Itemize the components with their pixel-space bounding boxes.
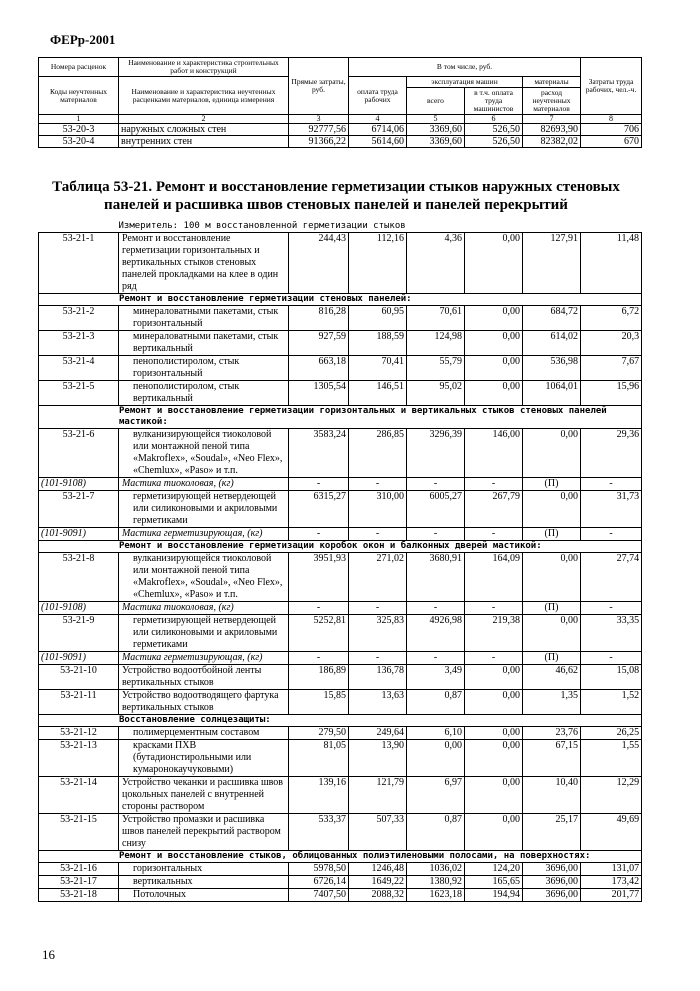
hdr-name2: Наименование и характеристика неучтенных расценками материалов, единица измерения bbox=[119, 77, 289, 115]
value-cell: 124,20 bbox=[465, 863, 523, 876]
hdr-mach-pay: в т.ч. оплата труда машинистов bbox=[465, 88, 523, 115]
value-cell: 526,50 bbox=[465, 136, 523, 148]
value-cell: 82382,02 bbox=[523, 136, 581, 148]
hdr-mat2: расход неучтенных материалов bbox=[523, 88, 581, 115]
hdr-direct: Прямые затраты, руб. bbox=[289, 58, 349, 115]
value-cell: - bbox=[581, 478, 642, 491]
value-cell: 1036,02 bbox=[407, 863, 465, 876]
name-cell: Потолочных bbox=[119, 889, 289, 902]
section-row bbox=[39, 294, 642, 306]
name-cell: Устройство чеканки и расшивка швов цокольных панелей с внутренней стороны раствором bbox=[119, 777, 289, 814]
section-heading: Ремонт и восстановление стыков, облицованных полиэтиленовыми полосами, на поверхностях: bbox=[39, 851, 642, 863]
value-cell: (П) bbox=[523, 602, 581, 615]
value-cell: 244,43 bbox=[289, 233, 349, 294]
name-cell: Мастика герметизирующая, (кг) bbox=[119, 652, 289, 665]
value-cell: 173,42 bbox=[581, 876, 642, 889]
name-cell: минераловатными пакетами, стык горизонтальный bbox=[119, 306, 289, 331]
value-cell: 146,51 bbox=[349, 381, 407, 406]
hdr-number: Номера расценок bbox=[39, 58, 119, 77]
value-cell: - bbox=[465, 478, 523, 491]
value-cell: 1305,54 bbox=[289, 381, 349, 406]
column-header-table bbox=[38, 57, 642, 148]
hdr-codes: Коды неучтенных материалов bbox=[39, 77, 119, 115]
value-cell: 5978,50 bbox=[289, 863, 349, 876]
name-cell: пенополистиролом, стык вертикальный bbox=[119, 381, 289, 406]
value-cell: (П) bbox=[523, 478, 581, 491]
material-row bbox=[39, 652, 642, 665]
value-cell: 23,76 bbox=[523, 727, 581, 740]
value-cell: 92777,56 bbox=[289, 124, 349, 136]
value-cell: 6,10 bbox=[407, 727, 465, 740]
value-cell: 1649,22 bbox=[349, 876, 407, 889]
code-cell: 53-21-14 bbox=[39, 777, 119, 814]
value-cell: 3583,24 bbox=[289, 429, 349, 478]
value-cell: 2088,32 bbox=[349, 889, 407, 902]
value-cell: 25,17 bbox=[523, 814, 581, 851]
material-row bbox=[39, 528, 642, 541]
name-cell: Мастика герметизирующая, (кг) bbox=[119, 528, 289, 541]
value-cell: 136,78 bbox=[349, 665, 407, 690]
code-cell: (101-9091) bbox=[39, 528, 119, 541]
value-cell: - bbox=[289, 478, 349, 491]
value-cell: - bbox=[407, 652, 465, 665]
value-cell: 60,95 bbox=[349, 306, 407, 331]
code-cell: 53-20-4 bbox=[39, 136, 119, 148]
value-cell: 194,94 bbox=[465, 889, 523, 902]
table-row bbox=[39, 331, 642, 356]
code-cell: 53-21-7 bbox=[39, 491, 119, 528]
section-heading: Ремонт и восстановление герметизации горизонтальных и вертикальных стыков стеновых панелей мастикой: bbox=[39, 406, 642, 429]
table-row bbox=[39, 863, 642, 876]
value-cell: 139,16 bbox=[289, 777, 349, 814]
value-cell: 112,16 bbox=[349, 233, 407, 294]
section-heading: Ремонт и восстановление герметизации коробок окон и балконных дверей мастикой: bbox=[39, 541, 642, 553]
value-cell: 0,00 bbox=[465, 233, 523, 294]
code-cell: 53-20-3 bbox=[39, 124, 119, 136]
table-row bbox=[39, 876, 642, 889]
value-cell: 0,00 bbox=[465, 740, 523, 777]
hdr-total: всего bbox=[407, 88, 465, 115]
value-cell: 6,72 bbox=[581, 306, 642, 331]
value-cell: 11,48 bbox=[581, 233, 642, 294]
code-cell: 53-21-17 bbox=[39, 876, 119, 889]
value-cell: 1623,18 bbox=[407, 889, 465, 902]
table-row bbox=[39, 429, 642, 478]
section-row bbox=[39, 715, 642, 727]
table-row bbox=[39, 124, 642, 136]
value-cell: 6726,14 bbox=[289, 876, 349, 889]
value-cell: 67,15 bbox=[523, 740, 581, 777]
value-cell: 49,69 bbox=[581, 814, 642, 851]
value-cell: 927,59 bbox=[289, 331, 349, 356]
table-row bbox=[39, 740, 642, 777]
value-cell: (П) bbox=[523, 652, 581, 665]
value-cell: 131,07 bbox=[581, 863, 642, 876]
table-row bbox=[39, 356, 642, 381]
name-cell: вертикальных bbox=[119, 876, 289, 889]
code-cell: (101-9091) bbox=[39, 652, 119, 665]
value-cell: - bbox=[465, 528, 523, 541]
value-cell: 0,87 bbox=[407, 690, 465, 715]
value-cell: 46,62 bbox=[523, 665, 581, 690]
col-num: 4 bbox=[349, 115, 407, 124]
value-cell: 219,38 bbox=[465, 615, 523, 652]
code-cell: 53-21-6 bbox=[39, 429, 119, 478]
value-cell: 3369,60 bbox=[407, 136, 465, 148]
name-cell: Мастика тиоколовая, (кг) bbox=[119, 478, 289, 491]
value-cell: - bbox=[349, 602, 407, 615]
value-cell: 164,09 bbox=[465, 553, 523, 602]
value-cell: 325,83 bbox=[349, 615, 407, 652]
code-cell: 53-21-4 bbox=[39, 356, 119, 381]
value-cell: 146,00 bbox=[465, 429, 523, 478]
value-cell: - bbox=[289, 652, 349, 665]
value-cell: 81,05 bbox=[289, 740, 349, 777]
value-cell: 27,74 bbox=[581, 553, 642, 602]
value-cell: 3696,00 bbox=[523, 863, 581, 876]
value-cell: 670 bbox=[581, 136, 642, 148]
table-row bbox=[39, 665, 642, 690]
material-row bbox=[39, 602, 642, 615]
value-cell: 0,00 bbox=[465, 331, 523, 356]
section-row bbox=[39, 851, 642, 863]
section-row bbox=[39, 406, 642, 429]
hdr-incl: В том числе, руб. bbox=[349, 58, 581, 77]
value-cell: 3296,39 bbox=[407, 429, 465, 478]
value-cell: 121,79 bbox=[349, 777, 407, 814]
table-row bbox=[39, 727, 642, 740]
value-cell: 0,87 bbox=[407, 814, 465, 851]
table-row bbox=[39, 306, 642, 331]
value-cell: 6005,27 bbox=[407, 491, 465, 528]
value-cell: 10,40 bbox=[523, 777, 581, 814]
value-cell: 70,61 bbox=[407, 306, 465, 331]
value-cell: 7,67 bbox=[581, 356, 642, 381]
table-row bbox=[39, 690, 642, 715]
table-title: Таблица 53-21. Ремонт и восстановление герметизации стыков наружных стеновых панелей и расшивка швов стеновых панелей и панелей перекрытий bbox=[52, 179, 620, 213]
value-cell: 186,89 bbox=[289, 665, 349, 690]
code-cell: 53-21-8 bbox=[39, 553, 119, 602]
value-cell: 3,49 bbox=[407, 665, 465, 690]
measure-unit: Измеритель: 100 м восстановленной герметизации стыков bbox=[39, 220, 642, 233]
value-cell: 26,25 bbox=[581, 727, 642, 740]
value-cell: 706 bbox=[581, 124, 642, 136]
value-cell: 13,90 bbox=[349, 740, 407, 777]
table-row bbox=[39, 889, 642, 902]
table-row bbox=[39, 553, 642, 602]
table-row bbox=[39, 381, 642, 406]
name-cell: вулканизирующейся тиоколовой или монтажной пеной типа «Makroflex», «Soudal», «Neo Flex», «Chemlux», «Paso» и т.п. bbox=[119, 429, 289, 478]
value-cell: (П) bbox=[523, 528, 581, 541]
code-cell: 53-21-11 bbox=[39, 690, 119, 715]
rates-table bbox=[38, 220, 642, 902]
value-cell: 0,00 bbox=[465, 381, 523, 406]
value-cell: 663,18 bbox=[289, 356, 349, 381]
code-cell: 53-21-10 bbox=[39, 665, 119, 690]
value-cell: 3696,00 bbox=[523, 876, 581, 889]
value-cell: 3696,00 bbox=[523, 889, 581, 902]
hdr-pay: оплата труда рабочих bbox=[349, 77, 407, 115]
name-cell: Устройство промазки и расшивка швов панелей перекрытий раствором снизу bbox=[119, 814, 289, 851]
code-cell: 53-21-18 bbox=[39, 889, 119, 902]
table-row bbox=[39, 814, 642, 851]
hdr-labor: Затраты труда рабочих, чел.-ч. bbox=[581, 58, 642, 115]
name-cell: пенополистиролом, стык горизонтальный bbox=[119, 356, 289, 381]
value-cell: 267,79 bbox=[465, 491, 523, 528]
name-cell: полимерцементным составом bbox=[119, 727, 289, 740]
value-cell: 3680,91 bbox=[407, 553, 465, 602]
value-cell: 0,00 bbox=[465, 727, 523, 740]
value-cell: 5614,60 bbox=[349, 136, 407, 148]
code-cell: (101-9108) bbox=[39, 478, 119, 491]
col-num: 8 bbox=[581, 115, 642, 124]
value-cell: - bbox=[407, 478, 465, 491]
value-cell: 1,35 bbox=[523, 690, 581, 715]
code-cell: (101-9108) bbox=[39, 602, 119, 615]
name-cell: вулканизирующейся тиоколовой или монтажной пеной типа «Makroflex», «Soudal», «Neo Flex», «Chemlux», «Paso» и т.п. bbox=[119, 553, 289, 602]
col-num: 5 bbox=[407, 115, 465, 124]
page-number: 16 bbox=[42, 947, 55, 962]
value-cell: 20,3 bbox=[581, 331, 642, 356]
value-cell: - bbox=[581, 652, 642, 665]
value-cell: 6,97 bbox=[407, 777, 465, 814]
value-cell: 0,00 bbox=[465, 814, 523, 851]
table-row bbox=[39, 136, 642, 148]
value-cell: 271,02 bbox=[349, 553, 407, 602]
material-row bbox=[39, 478, 642, 491]
value-cell: - bbox=[407, 602, 465, 615]
name-cell: горизонтальных bbox=[119, 863, 289, 876]
col-num: 1 bbox=[39, 115, 119, 124]
name-cell: Устройство водоотводящего фартука вертикальных стыков bbox=[119, 690, 289, 715]
name-cell: внутренних стен bbox=[119, 136, 289, 148]
code-cell: 53-21-13 bbox=[39, 740, 119, 777]
value-cell: 124,98 bbox=[407, 331, 465, 356]
value-cell: 29,36 bbox=[581, 429, 642, 478]
value-cell: 533,37 bbox=[289, 814, 349, 851]
name-cell: Устройство водоотбойной ленты вертикальных стыков bbox=[119, 665, 289, 690]
value-cell: - bbox=[289, 528, 349, 541]
table-row bbox=[39, 491, 642, 528]
value-cell: 33,35 bbox=[581, 615, 642, 652]
code-cell: 53-21-3 bbox=[39, 331, 119, 356]
value-cell: - bbox=[465, 602, 523, 615]
code-cell: 53-21-5 bbox=[39, 381, 119, 406]
value-cell: 82693,90 bbox=[523, 124, 581, 136]
table-row bbox=[39, 777, 642, 814]
value-cell: 127,91 bbox=[523, 233, 581, 294]
value-cell: - bbox=[581, 602, 642, 615]
value-cell: - bbox=[289, 602, 349, 615]
value-cell: - bbox=[581, 528, 642, 541]
code-cell: 53-21-9 bbox=[39, 615, 119, 652]
section-row bbox=[39, 541, 642, 553]
value-cell: - bbox=[349, 528, 407, 541]
value-cell: 0,00 bbox=[523, 553, 581, 602]
value-cell: 201,77 bbox=[581, 889, 642, 902]
value-cell: 0,00 bbox=[523, 615, 581, 652]
value-cell: 91366,22 bbox=[289, 136, 349, 148]
value-cell: 7407,50 bbox=[289, 889, 349, 902]
value-cell: 55,79 bbox=[407, 356, 465, 381]
value-cell: 15,08 bbox=[581, 665, 642, 690]
value-cell: 6714,06 bbox=[349, 124, 407, 136]
col-num: 6 bbox=[465, 115, 523, 124]
value-cell: 1380,92 bbox=[407, 876, 465, 889]
value-cell: 684,72 bbox=[523, 306, 581, 331]
value-cell: 6315,27 bbox=[289, 491, 349, 528]
value-cell: 0,00 bbox=[407, 740, 465, 777]
name-cell: Мастика тиоколовая, (кг) bbox=[119, 602, 289, 615]
value-cell: 1,55 bbox=[581, 740, 642, 777]
value-cell: 0,00 bbox=[465, 306, 523, 331]
value-cell: 4926,98 bbox=[407, 615, 465, 652]
document-header: ФЕРр-2001 bbox=[50, 32, 116, 47]
name-cell: минераловатными пакетами, стык вертикальный bbox=[119, 331, 289, 356]
col-num: 7 bbox=[523, 115, 581, 124]
value-cell: 0,00 bbox=[523, 429, 581, 478]
col-num: 3 bbox=[289, 115, 349, 124]
value-cell: 507,33 bbox=[349, 814, 407, 851]
value-cell: 286,85 bbox=[349, 429, 407, 478]
value-cell: 0,00 bbox=[465, 665, 523, 690]
value-cell: - bbox=[349, 478, 407, 491]
value-cell: 15,85 bbox=[289, 690, 349, 715]
section-heading: Ремонт и восстановление герметизации стеновых панелей: bbox=[39, 294, 642, 306]
value-cell: 165,65 bbox=[465, 876, 523, 889]
name-cell: герметизирующей нетвердеющей или силиконовыми и акриловыми герметиками bbox=[119, 615, 289, 652]
value-cell: 1246,48 bbox=[349, 863, 407, 876]
code-cell: 53-21-16 bbox=[39, 863, 119, 876]
value-cell: 816,28 bbox=[289, 306, 349, 331]
value-cell: 3369,60 bbox=[407, 124, 465, 136]
hdr-mach: эксплуатация машин bbox=[407, 77, 523, 88]
value-cell: 31,73 bbox=[581, 491, 642, 528]
hdr-mat: материалы bbox=[523, 77, 581, 88]
name-cell: красками ПХВ (бутадионстирольными или кумаронокаучуковыми) bbox=[119, 740, 289, 777]
name-cell: герметизирующей нетвердеющей или силиконовыми и акриловыми герметиками bbox=[119, 491, 289, 528]
name-cell: Ремонт и восстановление герметизации горизонтальных и вертикальных стыков стеновых панелей прокладками на клее в один ряд bbox=[119, 233, 289, 294]
value-cell: 1,52 bbox=[581, 690, 642, 715]
code-cell: 53-21-1 bbox=[39, 233, 119, 294]
value-cell: 3951,93 bbox=[289, 553, 349, 602]
code-cell: 53-21-12 bbox=[39, 727, 119, 740]
value-cell: 5252,81 bbox=[289, 615, 349, 652]
table-row bbox=[39, 233, 642, 294]
value-cell: 70,41 bbox=[349, 356, 407, 381]
value-cell: 0,00 bbox=[465, 777, 523, 814]
code-cell: 53-21-2 bbox=[39, 306, 119, 331]
value-cell: 279,50 bbox=[289, 727, 349, 740]
col-num: 2 bbox=[119, 115, 289, 124]
value-cell: 4,36 bbox=[407, 233, 465, 294]
value-cell: 0,00 bbox=[465, 690, 523, 715]
value-cell: 13,63 bbox=[349, 690, 407, 715]
value-cell: 536,98 bbox=[523, 356, 581, 381]
value-cell: - bbox=[407, 528, 465, 541]
value-cell: 614,02 bbox=[523, 331, 581, 356]
value-cell: 0,00 bbox=[465, 356, 523, 381]
value-cell: 249,64 bbox=[349, 727, 407, 740]
name-cell: наружных сложных стен bbox=[119, 124, 289, 136]
section-heading: Восстановление солнцезащиты: bbox=[39, 715, 642, 727]
value-cell: 95,02 bbox=[407, 381, 465, 406]
value-cell: 526,50 bbox=[465, 124, 523, 136]
value-cell: 0,00 bbox=[523, 491, 581, 528]
value-cell: 188,59 bbox=[349, 331, 407, 356]
value-cell: - bbox=[465, 652, 523, 665]
hdr-name: Наименование и характеристика строительных работ и конструкций bbox=[119, 58, 289, 77]
value-cell: 1064,01 bbox=[523, 381, 581, 406]
value-cell: 15,96 bbox=[581, 381, 642, 406]
code-cell: 53-21-15 bbox=[39, 814, 119, 851]
value-cell: - bbox=[349, 652, 407, 665]
value-cell: 310,00 bbox=[349, 491, 407, 528]
table-row bbox=[39, 615, 642, 652]
value-cell: 12,29 bbox=[581, 777, 642, 814]
